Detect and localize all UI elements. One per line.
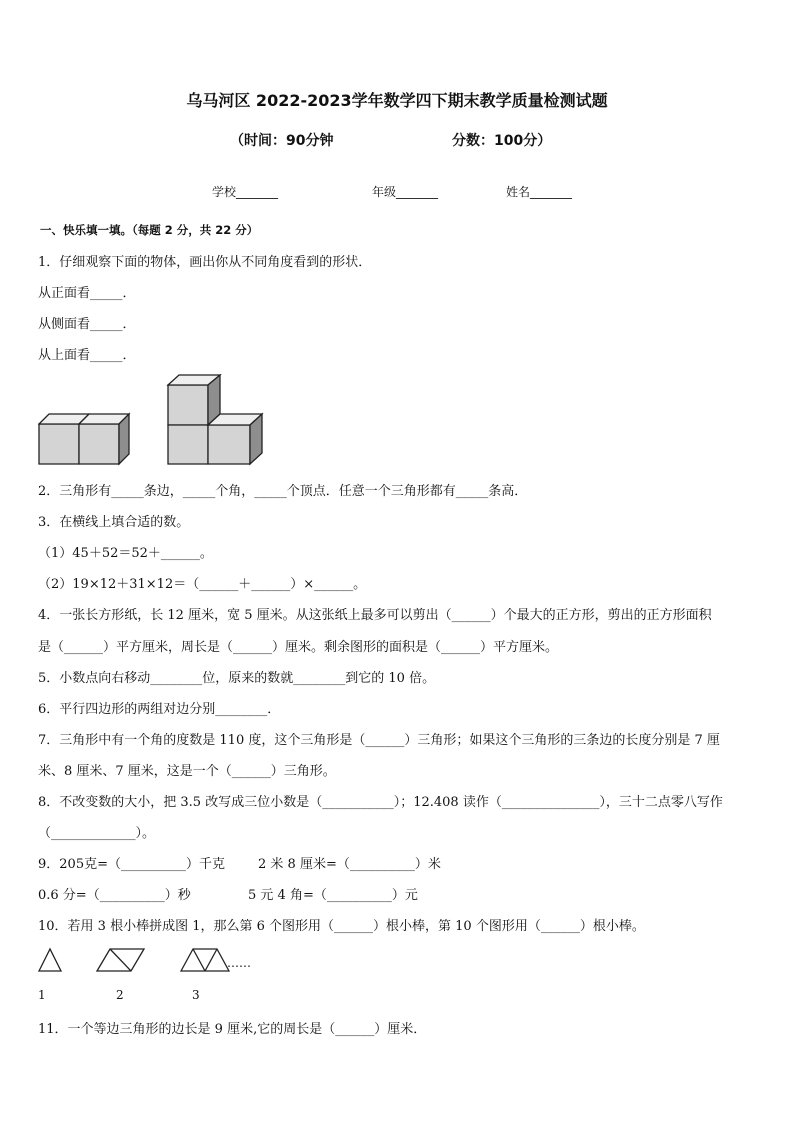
exam-time: （时间：90分钟 — [230, 133, 334, 149]
cube-figure-left — [38, 412, 138, 466]
question-9-part-4: 5 元 4 角=（__________）元 — [248, 888, 418, 903]
question-9-part-3: 0.6 分=（__________）秒 — [38, 888, 191, 903]
question-3: 3．在横线上填合适的数。 — [38, 515, 190, 530]
name-field[interactable]: 姓名_______ — [506, 185, 573, 199]
question-8-line-2: （_____________）。 — [38, 826, 156, 841]
question-7-line-1: 7．三角形中有一个角的度数是 110 度，这个三角形是（______）三角形；如果这个三角形的三条边的长度分别是 7 厘 — [38, 733, 720, 748]
grade-field[interactable]: 年级_______ — [372, 185, 439, 199]
question-3-part-1: （1）45＋52＝52＋______。 — [38, 546, 213, 561]
figure-continuation: …… — [227, 956, 251, 970]
figure-label-1: 1 — [38, 988, 46, 1002]
cube-figure-right — [166, 374, 268, 466]
question-1-top: 从上面看_____． — [38, 348, 136, 363]
triangle-figure-1 — [38, 947, 64, 973]
question-4-line-1: 4．一张长方形纸，长 12 厘米，宽 5 厘米。从这张纸上最多可以剪出（______）个最大的正方形，剪出的正方形面积 — [38, 608, 712, 623]
section-heading: 一、快乐填一填。（每题 2 分，共 22 分） — [40, 223, 259, 237]
figure-label-2: 2 — [116, 988, 124, 1002]
question-3-part-2: （2）19×12＋31×12＝（______＋______）×______。 — [38, 577, 367, 592]
exam-score: 分数：100分） — [452, 133, 552, 149]
question-4-line-2: 是（______）平方厘米，周长是（______）厘米。剩余图形的面积是（______）平方厘米。 — [38, 640, 559, 655]
triangle-figure-2 — [96, 947, 148, 973]
question-11: 11．一个等边三角形的边长是 9 厘米,它的周长是（______）厘米． — [38, 1022, 427, 1037]
question-1-side: 从侧面看_____． — [38, 317, 136, 332]
question-9-part-1: 9．205克=（__________）千克 — [38, 857, 225, 872]
school-field[interactable]: 学校_______ — [212, 185, 279, 199]
question-2: 2．三角形有_____条边，_____个角，_____个顶点．任意一个三角形都有_____条高． — [38, 484, 528, 499]
question-1: 1．仔细观察下面的物体，画出你从不同角度看到的形状． — [38, 255, 372, 270]
question-5: 5．小数点向右移动________位，原来的数就________到它的 10 倍。 — [38, 671, 436, 686]
question-8-line-1: 8．不改变数的大小，把 3.5 改写成三位小数是（___________）；12.408 读作（_______________），三十二点零八写作 — [38, 795, 723, 810]
figure-label-3: 3 — [192, 988, 200, 1002]
question-7-line-2: 米、8 厘米、7 厘米，这是一个（______）三角形。 — [38, 764, 336, 779]
triangle-figure-3 — [180, 947, 230, 973]
question-10: 10．若用 3 根小棒拼成图 1，那么第 6 个图形用（______）根小棒，第 10 个图形用（______）根小棒。 — [38, 919, 645, 934]
question-1-front: 从正面看_____． — [38, 286, 136, 301]
question-9-part-2: 2 米 8 厘米=（__________）米 — [258, 857, 441, 872]
question-6: 6．平行四边形的两组对边分别________． — [38, 702, 281, 717]
page-title: 乌马河区 2022-2023学年数学四下期末教学质量检测试题 — [186, 91, 608, 110]
